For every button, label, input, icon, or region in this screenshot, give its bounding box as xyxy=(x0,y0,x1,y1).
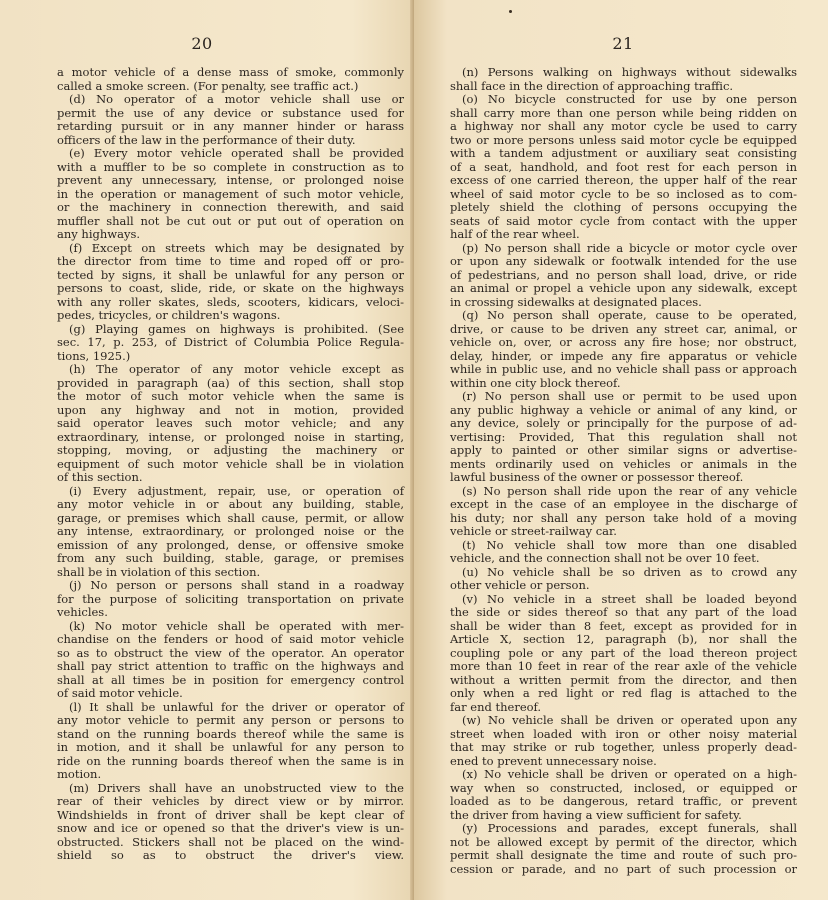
text-line: officers of the law in the performance of their duty. xyxy=(57,132,356,147)
text-line: cession or parade, and no part of such procession or xyxy=(450,861,797,876)
text-line: retarding pursuit or in any manner hinder or harass xyxy=(57,119,404,133)
text-line: emission of any prolonged, dense, or offensive smoke xyxy=(57,537,404,552)
text-line: snow and ice or opened so that the driver's view is un- xyxy=(57,821,404,835)
text-line: a highway nor shall any motor cycle be used to carry xyxy=(450,119,797,133)
text-line: loaded as to be dangerous, retard traffic, or prevent xyxy=(450,794,797,808)
text-line: drive, or cause to be driven any street car, animal, or xyxy=(450,321,797,336)
text-line: more than 10 feet in rear of the rear axle of the vehicle xyxy=(450,659,797,673)
text-line: (s) No person shall ride upon the rear of any vehicle xyxy=(462,483,797,498)
text-line: (n) Persons walking on highways without sidewalks xyxy=(462,65,797,79)
text-line: from any such building, stable, garage, or premises xyxy=(57,551,404,565)
text-line: vehicles. xyxy=(57,605,108,619)
text-line: upon any highway and not in motion, provided xyxy=(57,402,404,417)
text-line: (l) It shall be unlawful for the driver or operator of xyxy=(69,699,404,714)
text-line: an animal or propel a vehicle upon any sidewalk, except xyxy=(450,281,797,295)
text-line: ride on the running boards thereof when the same is in xyxy=(57,753,404,768)
text-line: far end thereof. xyxy=(450,699,542,714)
text-line: extraordinary, intense, or prolonged noise in starting, xyxy=(57,429,404,444)
text-line: Windshields in front of driver shall be kept clear of xyxy=(57,807,404,822)
text-line: coupling pole or any part of the load thereon project xyxy=(450,645,797,660)
text-line: said operator leaves such motor vehicle; and any xyxy=(57,416,404,430)
text-line: without a written permit from the director, and then xyxy=(450,672,797,687)
text-line: (d) No operator of a motor vehicle shall use or xyxy=(69,92,404,106)
text-line: shall at all times be in position for emergency control xyxy=(57,672,404,687)
text-line: (r) No person shall use or permit to be used upon xyxy=(462,389,797,403)
text-line: other vehicle or person. xyxy=(450,578,590,592)
text-line: of a seat, handhold, and foot rest for each person in xyxy=(450,159,797,174)
text-line: shield so as to obstruct the driver's view. xyxy=(57,848,404,862)
text-line: any motor vehicle to permit any person or persons to xyxy=(57,713,404,727)
text-line: half of the rear wheel. xyxy=(450,227,580,241)
text-line: (q) No person shall operate, cause to be operated, xyxy=(462,308,797,322)
text-line: of this section. xyxy=(57,470,143,484)
text-line: (t) No vehicle shall tow more than one disabled xyxy=(462,537,797,552)
text-line: vehicle on, over, or across any fire hose; nor obstruct, xyxy=(450,335,797,349)
text-line: not be allowed except by permit of the director, which xyxy=(450,834,797,849)
text-line: any intense, extraordinary, or prolonged noise or the xyxy=(57,524,404,538)
text-line: shall be wider than 8 feet, except as provided for in xyxy=(450,618,797,633)
text-line: with any roller skates, sleds, scooters, kidicars, veloci- xyxy=(57,294,404,309)
text-line: the director from time to time and roped off or pro- xyxy=(57,254,404,268)
text-line: excess of one carried thereon, the upper half of the rear xyxy=(450,173,797,187)
text-line: (m) Drivers shall have an unobstructed view to the xyxy=(69,780,404,795)
text-line: tected by signs, it shall be unlawful for any person or xyxy=(57,267,404,282)
text-line: wheel of said motor cycle to be so inclosed as to com- xyxy=(450,186,797,201)
text-line: shall face in the direction of approaching traffic. xyxy=(450,78,734,93)
text-line: pletely shield the clothing of persons occupying the xyxy=(450,200,797,214)
text-line: delay, hinder, or impede any fire apparatus or vehicle xyxy=(450,348,797,363)
text-line: tions, 1925.) xyxy=(57,348,131,363)
text-line: (o) No bicycle constructed for use by one person xyxy=(462,92,797,106)
text-line: (k) No motor vehicle shall be operated with mer- xyxy=(69,618,404,633)
text-line: provided in paragraph (aa) of this section, shall stop xyxy=(57,375,404,390)
text-line: or upon any sidewalk or footwalk intended for the use xyxy=(450,254,797,268)
text-line: shall carry more than one person while being ridden on xyxy=(450,105,797,120)
page-body-text xyxy=(450,66,797,876)
text-line: rear of their vehicles by direct view or by mirror. xyxy=(57,794,404,808)
text-line: street when loaded with iron or other noisy material xyxy=(450,726,797,741)
text-line: the side or sides thereof so that any part of the load xyxy=(450,605,797,619)
text-line: (u) No vehicle shall be so driven as to crowd any xyxy=(462,564,797,579)
text-line: of said motor vehicle. xyxy=(57,686,183,700)
text-line: seats of said motor cycle from contact with the upper xyxy=(450,213,797,228)
text-line: in motion, and it shall be unlawful for any person to xyxy=(57,740,404,754)
text-line: a motor vehicle of a dense mass of smoke, commonly xyxy=(57,65,404,79)
text-line: with a tandem adjustment or auxiliary seat consisting xyxy=(450,146,797,160)
text-line: his duty; nor shall any person take hold of a moving xyxy=(450,510,797,525)
text-line: any device, solely or principally for the purpose of ad- xyxy=(450,416,797,430)
text-line: any public highway a vehicle or animal of any kind, or xyxy=(450,402,797,417)
text-line: apply to painted or other similar signs or advertise- xyxy=(450,443,797,457)
text-line: any motor vehicle in or about any building, stable, xyxy=(57,497,404,511)
text-line: while in public use, and no vehicle shall pass or approach xyxy=(450,362,797,376)
text-line: (i) Every adjustment, repair, use, or operation of xyxy=(69,483,404,498)
text-line: (f) Except on streets which may be designated by xyxy=(69,240,404,255)
text-line: (e) Every motor vehicle operated shall be provided xyxy=(69,146,404,160)
text-line: shall be in violation of this section. xyxy=(57,564,261,579)
text-line: vehicle, and the connection shall not be over 10 feet. xyxy=(450,551,760,565)
page-number: 21 xyxy=(612,34,634,53)
text-line: so as to obstruct the view of the operator. An operator xyxy=(57,645,404,660)
text-line: (j) No person or persons shall stand in a roadway xyxy=(69,578,404,592)
text-line: persons to coast, slide, ride, or skate on the highways xyxy=(57,281,404,295)
text-line: within one city block thereof. xyxy=(450,375,621,390)
text-line: vehicle or street-railway car. xyxy=(450,524,617,538)
text-line: any highways. xyxy=(57,227,141,241)
text-line: two or more persons unless said motor cycle be equipped xyxy=(450,132,797,147)
text-line: pedes, tricycles, or children's wagons. xyxy=(57,308,281,322)
text-line: permit shall designate the time and route of such pro- xyxy=(450,848,797,862)
text-line: ened to prevent unnecessary noise. xyxy=(450,753,657,768)
ink-speck xyxy=(509,10,512,13)
text-line: only when a red light or red flag is attached to the xyxy=(450,686,797,700)
text-line: equipment of such motor vehicle shall be in violation xyxy=(57,456,404,471)
text-line: stopping, moving, or adjusting the machinery or xyxy=(57,443,404,457)
text-line: chandise on the fenders or hood of said motor vehicle xyxy=(57,632,404,646)
text-line: (p) No person shall ride a bicycle or motor cycle over xyxy=(462,240,797,255)
page-number: 20 xyxy=(191,34,213,53)
text-line: except in the case of an employee in the discharge of xyxy=(450,497,797,511)
text-line: of pedestrians, and no person shall load, drive, or ride xyxy=(450,267,797,282)
text-line: (v) No vehicle in a street shall be loaded beyond xyxy=(462,591,797,606)
text-line: (w) No vehicle shall be driven or operated upon any xyxy=(462,713,797,727)
text-line: obstructed. Stickers shall not be placed on the wind- xyxy=(57,834,404,849)
text-line: called a smoke screen. (For penalty, see traffic act.) xyxy=(57,78,359,93)
right-page xyxy=(414,0,828,900)
text-line: for the purpose of soliciting transportation on private xyxy=(57,591,404,606)
text-line: Article X, section 12, paragraph (b), nor shall the xyxy=(450,632,797,646)
text-line: (y) Processions and parades, except funerals, shall xyxy=(462,821,797,835)
text-line: shall pay strict attention to traffic on the highways and xyxy=(57,659,404,673)
page-body-text xyxy=(57,66,404,863)
text-line: (x) No vehicle shall be driven or operated on a high- xyxy=(462,767,797,781)
text-line: vertising: Provided, That this regulation shall not xyxy=(450,429,797,444)
text-line: lawful business of the owner or possessor thereof. xyxy=(450,470,744,484)
text-line: (g) Playing games on highways is prohibited. (See xyxy=(69,321,404,336)
text-line: permit the use of any device or substance used for xyxy=(57,105,404,120)
text-line: motion. xyxy=(57,767,102,781)
text-line: way when so constructed, inclosed, or equipped or xyxy=(450,780,797,795)
text-line: (h) The operator of any motor vehicle except as xyxy=(69,362,404,376)
text-line: with a muffler to be so complete in construction as to xyxy=(57,159,404,174)
text-line: prevent any unnecessary, intense, or prolonged noise xyxy=(57,173,404,187)
text-line: in the operation or management of such motor vehicle, xyxy=(57,186,404,201)
text-line: the driver from having a view sufficient for safety. xyxy=(450,807,742,822)
text-line: muffler shall not be cut out or put out of operation on xyxy=(57,213,404,228)
text-line: garage, or premises which shall cause, permit, or allow xyxy=(57,510,404,525)
text-line: that may strike or rub together, unless properly dead- xyxy=(450,740,797,754)
text-line: sec. 17, p. 253, of District of Columbia Police Regula- xyxy=(57,335,404,349)
text-line: ments ordinarily used on vehicles or animals in the xyxy=(450,456,797,471)
text-line: the motor of such motor vehicle when the same is xyxy=(57,389,404,403)
text-line: in crossing sidewalks at designated places. xyxy=(450,294,702,309)
text-line: or the machinery in connection therewith, and said xyxy=(57,200,404,214)
text-line: stand on the running boards thereof while the same is xyxy=(57,726,404,741)
